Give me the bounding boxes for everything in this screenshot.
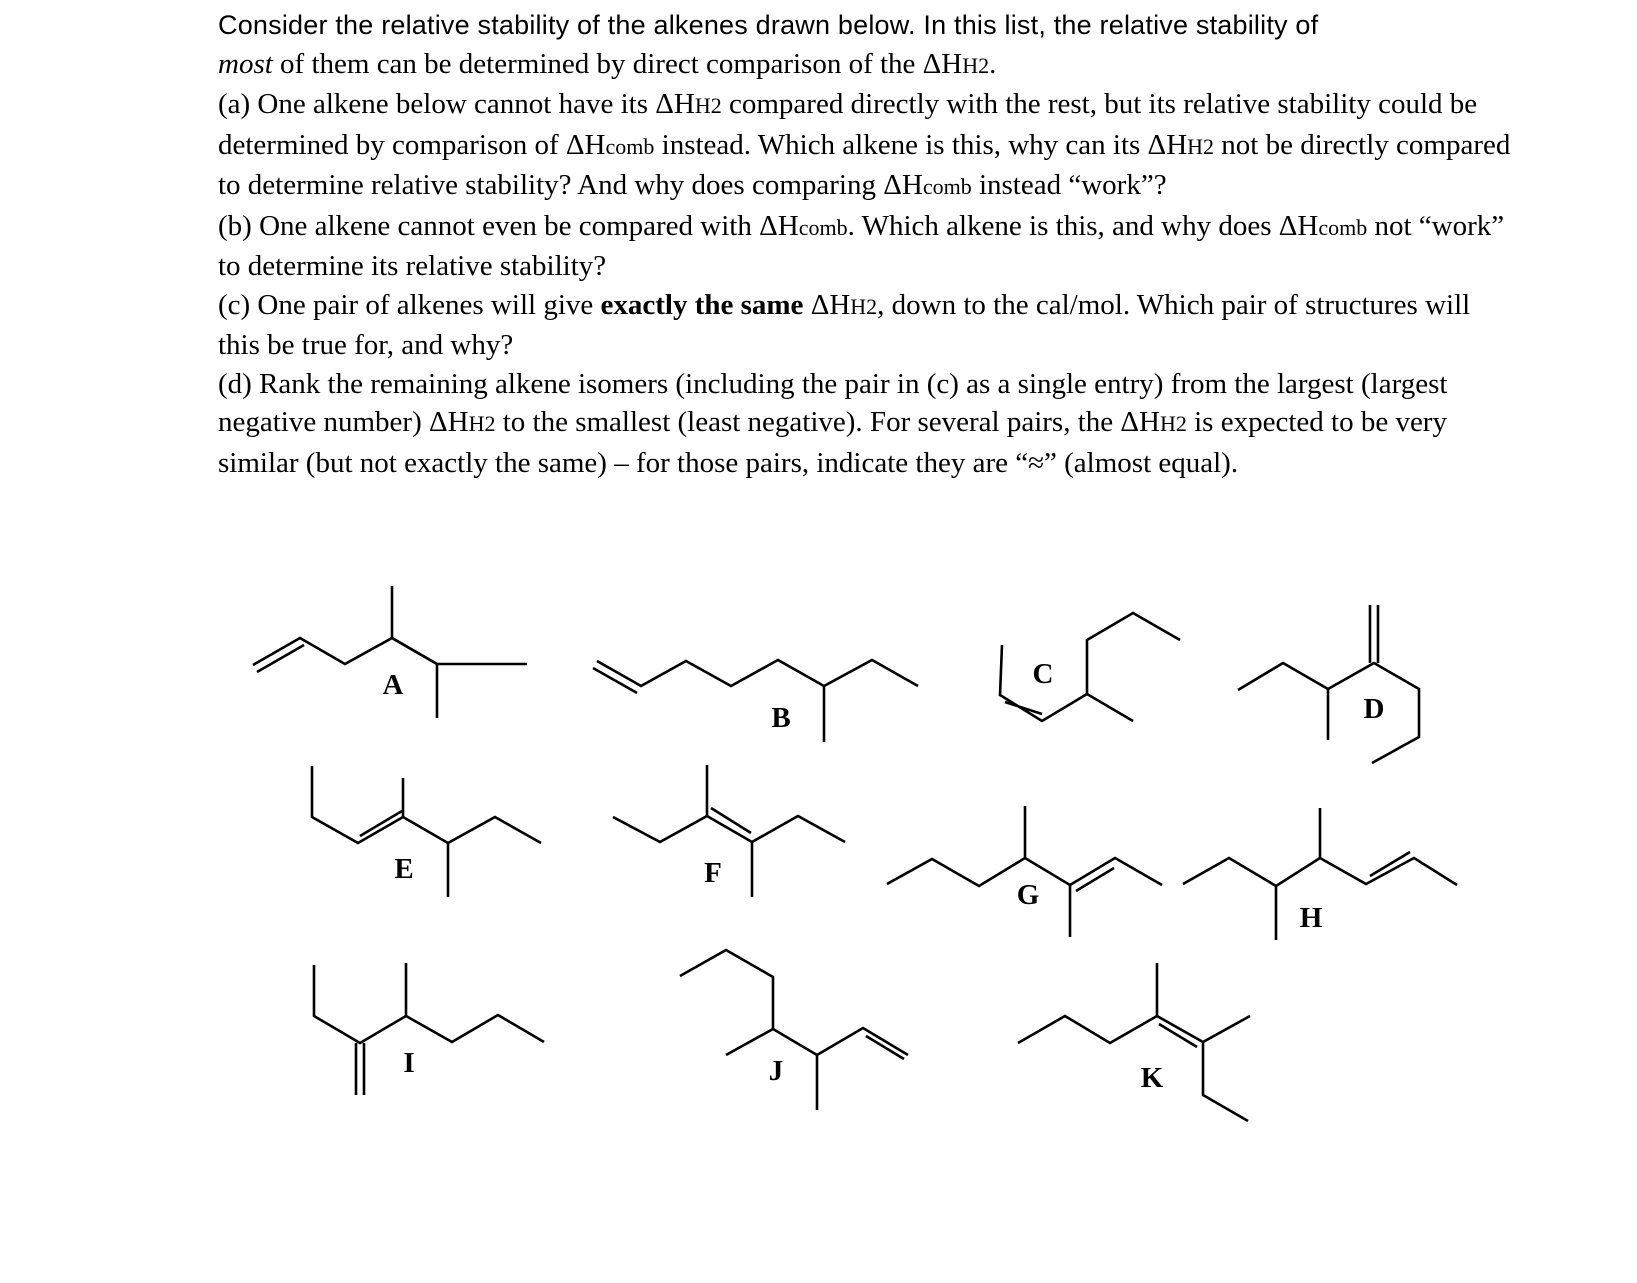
structure-k [1018, 963, 1250, 1121]
structure-g [887, 806, 1162, 937]
label-c: C [1032, 658, 1054, 690]
part-b: (b) One alkene cannot even be compared with ΔHcomb. Which alkene is this, and why does ΔHcomb not “work” to determine its relative stability? [218, 209, 1505, 282]
label-i: I [403, 1047, 415, 1079]
structure-i [314, 963, 544, 1095]
label-b: B [771, 702, 791, 734]
label-e: E [394, 853, 414, 885]
structure-d [1238, 605, 1419, 763]
label-j: J [768, 1055, 784, 1087]
structure-h [1183, 808, 1457, 940]
intro-line-1: Consider the relative stability of the alkenes drawn below. In this list, the relative stability of [218, 10, 1319, 40]
structure-c [1000, 613, 1180, 721]
part-a: (a) One alkene below cannot have its ΔHH2 compared directly with the rest, but its relative stability could be determined by comparison of ΔHcomb instead. Which alkene is this, why can its ΔHH2 not be directly compared to determine relative stability? And why does comparing ΔHcomb instead “work”? [218, 88, 1511, 201]
structure-f [613, 765, 845, 897]
structure-b [593, 660, 918, 742]
structure-a [253, 586, 527, 718]
label-h: H [1299, 902, 1323, 934]
label-a: A [382, 669, 404, 701]
label-k: K [1140, 1062, 1164, 1094]
label-f: F [704, 857, 722, 889]
part-c: (c) One pair of alkenes will give exactly the same ΔHH2, down to the cal/mol. Which pair of structures will this be true for, and why? [218, 288, 1471, 361]
label-g: G [1016, 879, 1040, 911]
label-d: D [1363, 693, 1385, 725]
structure-e [312, 766, 541, 897]
structure-j [680, 950, 908, 1110]
part-d: (d) Rank the remaining alkene isomers (including the pair in (c) as a single entry) from the largest (largest negative number) ΔHH2 to the smallest (least negative). For several pairs, the ΔHH2 is expected to be very similar (but not exactly the same) – for those pairs, indicate they are “≈” (almost equal). [218, 367, 1448, 479]
intro-line-2: most of them can be determined by direct comparison of the ΔHH2. [218, 47, 997, 80]
